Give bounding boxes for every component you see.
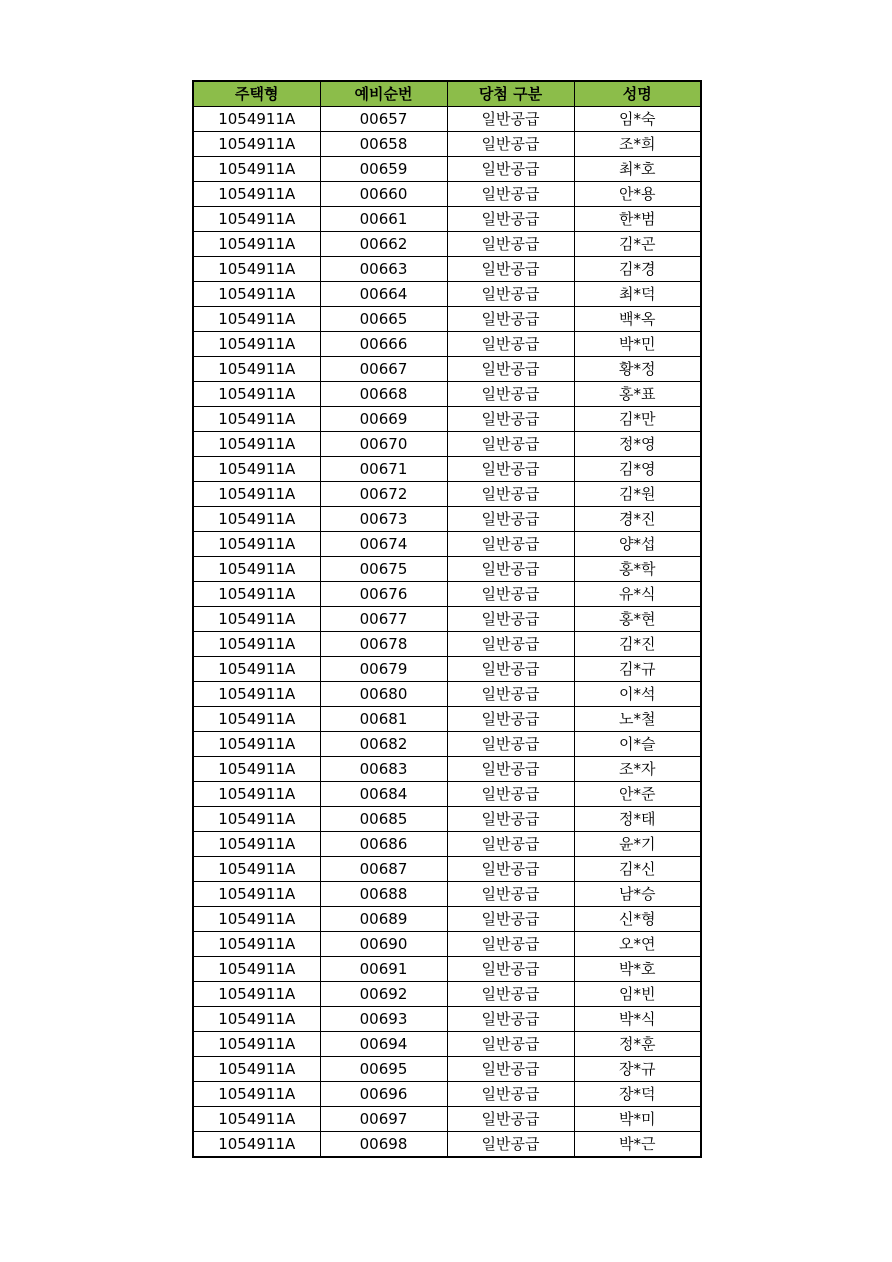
cell-reserve-number: 00674: [320, 532, 447, 557]
cell-winner-category: 일반공급: [447, 207, 574, 232]
cell-housing-type: 1054911A: [193, 1007, 320, 1032]
table-row: [193, 957, 701, 982]
cell-name: 박*식: [574, 1007, 701, 1032]
table-row: [193, 432, 701, 457]
cell-housing-type: 1054911A: [193, 482, 320, 507]
cell-name: 양*섭: [574, 532, 701, 557]
cell-winner-category: 일반공급: [447, 182, 574, 207]
table-row: [193, 207, 701, 232]
table-row: [193, 557, 701, 582]
cell-housing-type: 1054911A: [193, 282, 320, 307]
cell-reserve-number: 00694: [320, 1032, 447, 1057]
cell-name: 조*자: [574, 757, 701, 782]
table-row: [193, 582, 701, 607]
table-row: [193, 732, 701, 757]
cell-housing-type: 1054911A: [193, 507, 320, 532]
cell-winner-category: 일반공급: [447, 982, 574, 1007]
cell-reserve-number: 00691: [320, 957, 447, 982]
cell-housing-type: 1054911A: [193, 732, 320, 757]
cell-winner-category: 일반공급: [447, 457, 574, 482]
table-row: [193, 1082, 701, 1107]
cell-housing-type: 1054911A: [193, 1132, 320, 1158]
table-row: [193, 657, 701, 682]
cell-winner-category: 일반공급: [447, 682, 574, 707]
table-row: [193, 1107, 701, 1132]
cell-winner-category: 일반공급: [447, 507, 574, 532]
cell-housing-type: 1054911A: [193, 1057, 320, 1082]
cell-housing-type: 1054911A: [193, 232, 320, 257]
cell-name: 장*덕: [574, 1082, 701, 1107]
cell-winner-category: 일반공급: [447, 707, 574, 732]
cell-reserve-number: 00666: [320, 332, 447, 357]
cell-reserve-number: 00681: [320, 707, 447, 732]
cell-winner-category: 일반공급: [447, 407, 574, 432]
cell-name: 노*철: [574, 707, 701, 732]
cell-reserve-number: 00692: [320, 982, 447, 1007]
table-row: [193, 507, 701, 532]
cell-name: 홍*학: [574, 557, 701, 582]
cell-name: 유*식: [574, 582, 701, 607]
cell-name: 김*만: [574, 407, 701, 432]
table-row: [193, 332, 701, 357]
cell-reserve-number: 00660: [320, 182, 447, 207]
cell-reserve-number: 00659: [320, 157, 447, 182]
cell-name: 최*덕: [574, 282, 701, 307]
cell-reserve-number: 00690: [320, 932, 447, 957]
cell-name: 김*신: [574, 857, 701, 882]
cell-housing-type: 1054911A: [193, 857, 320, 882]
cell-reserve-number: 00676: [320, 582, 447, 607]
cell-reserve-number: 00683: [320, 757, 447, 782]
cell-reserve-number: 00667: [320, 357, 447, 382]
cell-name: 오*연: [574, 932, 701, 957]
cell-reserve-number: 00679: [320, 657, 447, 682]
cell-winner-category: 일반공급: [447, 107, 574, 132]
cell-reserve-number: 00695: [320, 1057, 447, 1082]
cell-reserve-number: 00698: [320, 1132, 447, 1158]
cell-winner-category: 일반공급: [447, 832, 574, 857]
cell-housing-type: 1054911A: [193, 157, 320, 182]
cell-reserve-number: 00673: [320, 507, 447, 532]
cell-housing-type: 1054911A: [193, 907, 320, 932]
cell-winner-category: 일반공급: [447, 1107, 574, 1132]
cell-name: 정*태: [574, 807, 701, 832]
header-winner-category: 당첨 구분: [447, 81, 574, 107]
table-row: [193, 107, 701, 132]
cell-housing-type: 1054911A: [193, 307, 320, 332]
cell-reserve-number: 00662: [320, 232, 447, 257]
cell-name: 김*규: [574, 657, 701, 682]
cell-winner-category: 일반공급: [447, 357, 574, 382]
cell-winner-category: 일반공급: [447, 857, 574, 882]
cell-name: 백*옥: [574, 307, 701, 332]
cell-reserve-number: 00686: [320, 832, 447, 857]
table-row: [193, 882, 701, 907]
cell-reserve-number: 00670: [320, 432, 447, 457]
cell-reserve-number: 00663: [320, 257, 447, 282]
table-row: [193, 907, 701, 932]
cell-housing-type: 1054911A: [193, 107, 320, 132]
cell-name: 박*근: [574, 1132, 701, 1158]
cell-winner-category: 일반공급: [447, 132, 574, 157]
cell-name: 박*호: [574, 957, 701, 982]
cell-name: 김*원: [574, 482, 701, 507]
table-row: [193, 1007, 701, 1032]
cell-winner-category: 일반공급: [447, 957, 574, 982]
cell-reserve-number: 00697: [320, 1107, 447, 1132]
cell-name: 조*희: [574, 132, 701, 157]
cell-name: 이*슬: [574, 732, 701, 757]
cell-housing-type: 1054911A: [193, 782, 320, 807]
cell-winner-category: 일반공급: [447, 157, 574, 182]
cell-name: 김*진: [574, 632, 701, 657]
cell-name: 경*진: [574, 507, 701, 532]
cell-reserve-number: 00684: [320, 782, 447, 807]
cell-winner-category: 일반공급: [447, 482, 574, 507]
cell-winner-category: 일반공급: [447, 382, 574, 407]
table-row: [193, 982, 701, 1007]
cell-winner-category: 일반공급: [447, 1007, 574, 1032]
table-row: [193, 182, 701, 207]
cell-name: 한*범: [574, 207, 701, 232]
cell-name: 임*숙: [574, 107, 701, 132]
cell-housing-type: 1054911A: [193, 557, 320, 582]
table-row: [193, 1032, 701, 1057]
table-row: [193, 532, 701, 557]
cell-housing-type: 1054911A: [193, 432, 320, 457]
table-row: [193, 357, 701, 382]
cell-housing-type: 1054911A: [193, 657, 320, 682]
table-row: [193, 857, 701, 882]
cell-winner-category: 일반공급: [447, 932, 574, 957]
cell-housing-type: 1054911A: [193, 807, 320, 832]
cell-housing-type: 1054911A: [193, 957, 320, 982]
cell-reserve-number: 00665: [320, 307, 447, 332]
table-row: [193, 807, 701, 832]
table-row: [193, 132, 701, 157]
table-row: [193, 932, 701, 957]
reserve-list-table: [192, 80, 702, 1158]
cell-housing-type: 1054911A: [193, 607, 320, 632]
cell-winner-category: 일반공급: [447, 557, 574, 582]
cell-name: 최*호: [574, 157, 701, 182]
header-housing-type: 주택형: [193, 81, 320, 107]
cell-winner-category: 일반공급: [447, 232, 574, 257]
cell-housing-type: 1054911A: [193, 182, 320, 207]
cell-reserve-number: 00687: [320, 857, 447, 882]
table-row: [193, 632, 701, 657]
cell-reserve-number: 00678: [320, 632, 447, 657]
cell-name: 윤*기: [574, 832, 701, 857]
cell-winner-category: 일반공급: [447, 257, 574, 282]
table-row: [193, 782, 701, 807]
cell-housing-type: 1054911A: [193, 882, 320, 907]
cell-housing-type: 1054911A: [193, 332, 320, 357]
cell-name: 김*경: [574, 257, 701, 282]
table-row: [193, 757, 701, 782]
cell-housing-type: 1054911A: [193, 1032, 320, 1057]
cell-reserve-number: 00669: [320, 407, 447, 432]
cell-housing-type: 1054911A: [193, 832, 320, 857]
cell-housing-type: 1054911A: [193, 207, 320, 232]
table-row: [193, 1057, 701, 1082]
cell-reserve-number: 00672: [320, 482, 447, 507]
cell-housing-type: 1054911A: [193, 1082, 320, 1107]
cell-housing-type: 1054911A: [193, 457, 320, 482]
cell-winner-category: 일반공급: [447, 907, 574, 932]
cell-winner-category: 일반공급: [447, 757, 574, 782]
cell-reserve-number: 00682: [320, 732, 447, 757]
cell-reserve-number: 00671: [320, 457, 447, 482]
cell-housing-type: 1054911A: [193, 682, 320, 707]
cell-housing-type: 1054911A: [193, 532, 320, 557]
cell-name: 남*승: [574, 882, 701, 907]
cell-name: 홍*현: [574, 607, 701, 632]
table-row: [193, 382, 701, 407]
table-row: [193, 832, 701, 857]
table-row: [193, 707, 701, 732]
cell-winner-category: 일반공급: [447, 332, 574, 357]
cell-winner-category: 일반공급: [447, 632, 574, 657]
cell-housing-type: 1054911A: [193, 132, 320, 157]
table-row: [193, 1132, 701, 1158]
cell-housing-type: 1054911A: [193, 357, 320, 382]
cell-housing-type: 1054911A: [193, 707, 320, 732]
cell-name: 안*용: [574, 182, 701, 207]
cell-winner-category: 일반공급: [447, 1082, 574, 1107]
cell-name: 정*영: [574, 432, 701, 457]
cell-name: 황*정: [574, 357, 701, 382]
cell-housing-type: 1054911A: [193, 1107, 320, 1132]
cell-name: 임*빈: [574, 982, 701, 1007]
cell-reserve-number: 00693: [320, 1007, 447, 1032]
table-row: [193, 307, 701, 332]
table-body: [193, 107, 701, 1158]
cell-reserve-number: 00688: [320, 882, 447, 907]
cell-winner-category: 일반공급: [447, 732, 574, 757]
cell-housing-type: 1054911A: [193, 932, 320, 957]
cell-name: 김*영: [574, 457, 701, 482]
cell-reserve-number: 00664: [320, 282, 447, 307]
cell-housing-type: 1054911A: [193, 982, 320, 1007]
cell-winner-category: 일반공급: [447, 657, 574, 682]
cell-housing-type: 1054911A: [193, 407, 320, 432]
cell-reserve-number: 00677: [320, 607, 447, 632]
cell-winner-category: 일반공급: [447, 1132, 574, 1158]
cell-reserve-number: 00689: [320, 907, 447, 932]
cell-housing-type: 1054911A: [193, 257, 320, 282]
cell-winner-category: 일반공급: [447, 432, 574, 457]
cell-reserve-number: 00680: [320, 682, 447, 707]
cell-name: 이*석: [574, 682, 701, 707]
table-row: [193, 232, 701, 257]
cell-winner-category: 일반공급: [447, 607, 574, 632]
cell-name: 안*준: [574, 782, 701, 807]
cell-reserve-number: 00685: [320, 807, 447, 832]
cell-name: 박*민: [574, 332, 701, 357]
table-header-row: [193, 81, 701, 107]
cell-name: 홍*표: [574, 382, 701, 407]
cell-housing-type: 1054911A: [193, 757, 320, 782]
cell-reserve-number: 00661: [320, 207, 447, 232]
cell-reserve-number: 00675: [320, 557, 447, 582]
cell-winner-category: 일반공급: [447, 532, 574, 557]
header-name: 성명: [574, 81, 701, 107]
table-row: [193, 157, 701, 182]
cell-name: 박*미: [574, 1107, 701, 1132]
cell-winner-category: 일반공급: [447, 782, 574, 807]
cell-winner-category: 일반공급: [447, 882, 574, 907]
table-row: [193, 282, 701, 307]
table-row: [193, 257, 701, 282]
cell-name: 김*곤: [574, 232, 701, 257]
table-row: [193, 407, 701, 432]
cell-winner-category: 일반공급: [447, 807, 574, 832]
cell-winner-category: 일반공급: [447, 282, 574, 307]
cell-reserve-number: 00696: [320, 1082, 447, 1107]
cell-name: 장*규: [574, 1057, 701, 1082]
cell-winner-category: 일반공급: [447, 307, 574, 332]
cell-reserve-number: 00657: [320, 107, 447, 132]
cell-name: 신*형: [574, 907, 701, 932]
cell-housing-type: 1054911A: [193, 582, 320, 607]
cell-winner-category: 일반공급: [447, 1057, 574, 1082]
cell-name: 정*훈: [574, 1032, 701, 1057]
table-row: [193, 607, 701, 632]
table-row: [193, 682, 701, 707]
header-reserve-number: 예비순번: [320, 81, 447, 107]
cell-winner-category: 일반공급: [447, 1032, 574, 1057]
table-row: [193, 457, 701, 482]
table-row: [193, 482, 701, 507]
cell-reserve-number: 00668: [320, 382, 447, 407]
cell-housing-type: 1054911A: [193, 382, 320, 407]
cell-housing-type: 1054911A: [193, 632, 320, 657]
cell-reserve-number: 00658: [320, 132, 447, 157]
cell-winner-category: 일반공급: [447, 582, 574, 607]
